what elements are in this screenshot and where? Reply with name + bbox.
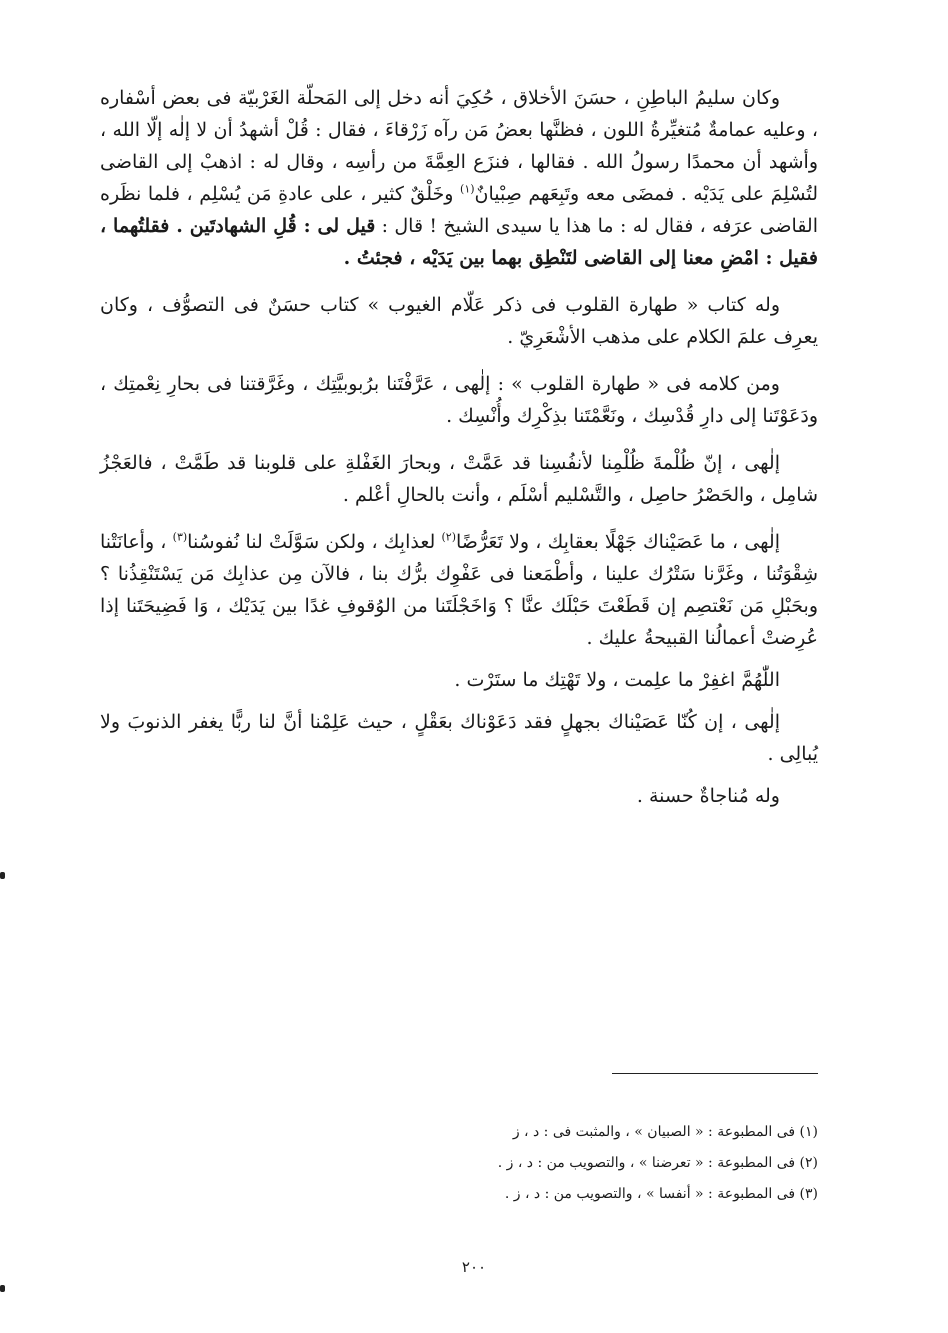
footnote-separator	[612, 1073, 818, 1074]
paragraph-text: ، وأعانَتْنا شِقْوَتُنا ، وغَرَّنا سَتْرُك علينا ، وأطْمَعنا فى عَفْوِك برُّك بنا ، فالآن مِن عذابِك مَن يَسْتَنْقِذُنا ؟ وبحَبْلِ مَن نَعْتصِم إن قَطَعْتَ حَبْلَك عنَّا ؟ وَاخَجْلَتَنا من الوُقوفِ غدًا بين يَدَيْك ، وَا فَضِيحَتَنا إذا عُرِضتْ أعمالُنا القبيحةُ عليك .	[100, 531, 818, 649]
paragraph-text: وله كتاب « طهارة القلوب فى ذكر عَلّام الغيوب » كتاب حسَنٌ فى التصوُّف ، وكان يعرِف علمَ الكلام على مذهب الأشْعَرِيّ .	[100, 294, 818, 348]
paragraph-munajat	[100, 780, 818, 812]
paragraph-text: وكان سليمُ الباطِنِ ، حسَنَ الأخلاق ، حُكِيَ أنه دخل إلى المَحلّة الغَرْبيّة فى بعض أسْفاره ، وعليه عمامةٌ مُتغيِّرةُ اللون ، فظنَّها بعضُ مَن رآه زَرْقاءَ ، فقال : قُلْ أشهدُ أن لا إلٰه إلّا الله ، وأشهد أن محمدًا رسولُ الله . فقالها ، فنزَع العِمَّةَ من رأسِه ، وقال له : اذهبْ إلى القاضى لتُسْلِمَ على يَدَيْه . فمضَى معه وتَبِعَهم صِبْيانٌ	[100, 87, 818, 205]
paragraph-text: لعذابِك ، ولكن سَوَّلَتْ لنا نُفوسُنا	[187, 531, 442, 553]
paragraph-ignorance	[100, 706, 818, 770]
paragraph-book	[100, 289, 818, 353]
paragraph-text: وله مُناجاةٌ حسنة .	[636, 785, 780, 807]
footnote-1: (١) فى المطبوعة : « الصبيان » ، والمثبت فى : د ، ز	[512, 1124, 818, 1140]
footnote-3: (٣) فى المطبوعة : « أنفسا » ، والتصويب من : د ، ز .	[504, 1186, 818, 1202]
paragraph-text: إلٰهى ، إنّ ظُلْمةَ ظُلْمِنا لأنفُسِنا قد عَمَّتْ ، وبحارَ الغَفْلةِ على قلوبنا قد طَمَّتْ ، فالعَجْزُ شامِل ، والحَصْرُ حاصِل ، والتَّسْليم أسْلَم ، وأنت بالحالِ أعْلم .	[100, 452, 818, 506]
footnote-ref-1: (١)	[460, 182, 475, 196]
paragraph-disobedience	[100, 526, 818, 654]
page-number: ٢٠٠	[461, 1258, 487, 1276]
footnote-2: (٢) فى المطبوعة : « تعرضنا » ، والتصويب من : د ، ز .	[497, 1155, 818, 1171]
paragraph-text: وخَلْقٌ كثير ، على عادةِ مَن يُسْلِم ، فلما نظَره القاضى عرَفه ، فقال له : ما هذا يا سيدى الشيخ ! قال :	[100, 183, 819, 237]
paragraph-sulaym-story	[100, 82, 818, 274]
footnote-ref-3: (٣)	[172, 530, 188, 544]
bold-quote: قيل لى : قُلِ الشهادتَين . فقلتُهما ، فقيل : امْضِ معنا إلى القاضى لتَنْطِق بهما بين يَدَيْه ، فجئتُ .	[100, 215, 818, 269]
footnote-ref-2: (٢)	[441, 530, 457, 544]
scan-mark	[0, 872, 5, 879]
paragraph-text: اللّٰهُمَّ اغفِرْ ما علِمت ، ولا تَهْتِك ما ستَرْت .	[454, 669, 780, 691]
paragraph-darkness	[100, 447, 818, 511]
paragraph-prayer	[100, 664, 818, 696]
paragraph-text: إلٰهى ، إن كُنّا عَصَيْناك بجهلٍ فقد دَعَوْناك بعَقْلٍ ، حيث عَلِمْنا أنَّ لنا ربًّا يغفر الذنوبَ ولا يُبالِى .	[100, 711, 818, 765]
page-body	[100, 82, 818, 827]
paragraph-text: إلٰهى ، ما عَصَيْناك جَهْلًا بعقابِك ، ولا تَعَرُّضًا	[456, 531, 781, 553]
scan-mark	[0, 1285, 5, 1292]
paragraph-speech	[100, 368, 818, 432]
paragraph-text: ومن كلامه فى « طهارة القلوب » : إلٰهى ، عَرَّفْتَنا برُبوبيَّتِك ، وغَرَّقتنا فى بحارِ نِعْمتِك ، ودَعَوْتَنا إلى دارِ قُدْسِك ، ونَعَّمْتَنا بذِكْرِك وأُنْسِك .	[100, 373, 818, 427]
footnotes	[100, 1122, 818, 1215]
